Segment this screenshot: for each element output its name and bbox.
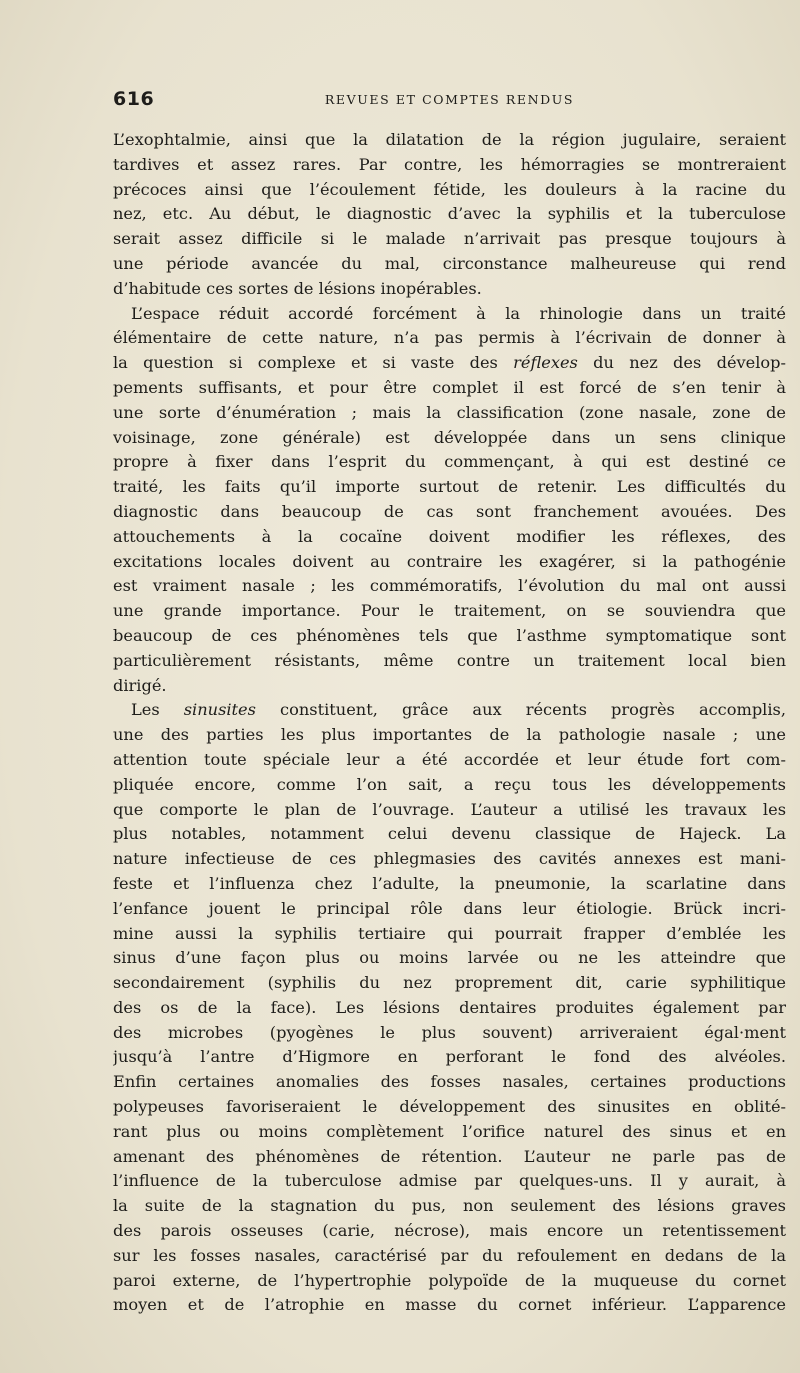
- text-line: [113, 1070, 786, 1095]
- text-line: [113, 202, 786, 227]
- text-segment: polypeuses favoriseraient le développement des sinusites en oblité-: [113, 1097, 786, 1117]
- text-segment: tardives et assez rares. Par contre, les hémorragies se montreraient: [113, 154, 786, 174]
- text-segment: d’habitude ces sortes de lésions inopérables.: [113, 278, 482, 298]
- text-segment: Les: [131, 700, 184, 720]
- text-line: [113, 798, 786, 823]
- text-line: [113, 946, 786, 971]
- text-segment: une période avancée du mal, circonstance malheureuse qui rend: [113, 253, 786, 273]
- text-segment: précoces ainsi que l’écoulement fétide, les douleurs à la racine du: [113, 179, 786, 199]
- text-line: [113, 748, 786, 773]
- text-segment: voisinage, zone générale) est développée dans un sens clinique: [113, 427, 786, 447]
- text-segment: pliquée encore, comme l’on sait, a reçu tous les développements: [113, 774, 786, 794]
- page-header: [113, 88, 786, 114]
- text-line: [113, 1244, 786, 1269]
- body-text: [113, 128, 786, 1318]
- text-segment: moyen et de l’atrophie en masse du cornet inférieur. L’apparence: [113, 1295, 786, 1315]
- running-title: REVUES ET COMPTES RENDUS: [324, 92, 575, 107]
- italic-term: sinusites: [183, 700, 256, 720]
- text-segment: particulièrement résistants, même contre un traitement local bien: [113, 650, 786, 670]
- text-segment: la suite de la stagnation du pus, non seulement des lésions graves: [113, 1196, 786, 1216]
- text-segment: jusqu’à l’antre d’Higmore en perforant le fond des alvéoles.: [113, 1047, 786, 1067]
- text-line: [113, 401, 786, 426]
- text-segment: Enfin certaines anomalies des fosses nasales, certaines productions: [113, 1072, 786, 1092]
- text-line: [113, 426, 786, 451]
- text-segment: rant plus ou moins complètement l’orifice naturel des sinus et en: [113, 1121, 786, 1141]
- text-line: [113, 1219, 786, 1244]
- text-segment: L’espace réduit accordé forcément à la rhinologie dans un traité: [131, 303, 786, 323]
- text-line: [113, 500, 786, 525]
- text-line: [113, 1169, 786, 1194]
- text-line: [113, 897, 786, 922]
- text-segment: attention toute spéciale leur a été accordée et leur étude fort com-: [113, 749, 786, 769]
- italic-term: réflexes: [513, 353, 578, 373]
- text-line: [113, 475, 786, 500]
- text-segment: des microbes (pyogènes le plus souvent) arriveraient égal·ment: [113, 1022, 786, 1042]
- text-line: [113, 922, 786, 947]
- text-segment: plus notables, notamment celui devenu classique de Hajeck. La: [113, 824, 786, 844]
- text-line: [113, 599, 786, 624]
- text-segment: est vraiment nasale ; les commémoratifs, l’évolution du mal ont aussi: [113, 576, 786, 596]
- text-line: [113, 525, 786, 550]
- text-line: [113, 1045, 786, 1070]
- text-line: [113, 971, 786, 996]
- text-line: [113, 698, 786, 723]
- text-line: [113, 128, 786, 153]
- text-line: [113, 376, 786, 401]
- text-segment: dirigé.: [113, 675, 167, 695]
- text-line: [113, 1145, 786, 1170]
- text-line: [113, 1120, 786, 1145]
- text-line: [113, 996, 786, 1021]
- text-segment: une des parties les plus importantes de la pathologie nasale ; une: [113, 725, 786, 745]
- text-line: [113, 302, 786, 327]
- text-line: [113, 574, 786, 599]
- text-line: [113, 227, 786, 252]
- text-segment: pements suffisants, et pour être complet il est forcé de s’en tenir à: [113, 377, 786, 397]
- text-line: [113, 723, 786, 748]
- text-line: [113, 1095, 786, 1120]
- text-segment: L’exophtalmie, ainsi que la dilatation de la région jugulaire, seraient: [113, 130, 786, 149]
- page-number: 616: [113, 88, 155, 110]
- text-line: [113, 822, 786, 847]
- text-line: [113, 326, 786, 351]
- text-line: [113, 773, 786, 798]
- text-segment: une sorte d’énumération ; mais la classification (zone nasale, zone de: [113, 402, 786, 422]
- text-segment: des parois osseuses (carie, nécrose), mais encore un retentissement: [113, 1221, 786, 1241]
- text-segment: excitations locales doivent au contraire les exagérer, si la pathogénie: [113, 551, 786, 571]
- text-line: [113, 178, 786, 203]
- text-line: [113, 153, 786, 178]
- text-segment: l’influence de la tuberculose admise par quelques-uns. Il y aurait, à: [113, 1171, 786, 1191]
- text-segment: attouchements à la cocaïne doivent modifier les réflexes, des: [113, 526, 786, 546]
- text-segment: beaucoup de ces phénomènes tels que l’asthme symptomatique sont: [113, 625, 786, 645]
- text-segment: la question si complexe et si vaste des: [113, 353, 514, 373]
- text-line: [113, 1269, 786, 1294]
- text-segment: serait assez difficile si le malade n’arrivait pas presque toujours à: [113, 229, 786, 249]
- text-line: [113, 872, 786, 897]
- text-segment: mine aussi la syphilis tertiaire qui pourrait frapper d’emblée les: [113, 923, 786, 943]
- text-segment: secondairement (syphilis du nez proprement dit, carie syphilitique: [113, 973, 786, 993]
- text-segment: traité, les faits qu’il importe surtout de retenir. Les difficultés du: [113, 477, 786, 497]
- text-line: [113, 847, 786, 872]
- text-segment: amenant des phénomènes de rétention. L’auteur ne parle pas de: [113, 1146, 786, 1166]
- text-segment: du nez des dévelop-: [577, 353, 786, 373]
- text-line: [113, 450, 786, 475]
- text-segment: sur les fosses nasales, caractérisé par du refoulement en dedans de la: [113, 1245, 786, 1265]
- text-line: [113, 252, 786, 277]
- text-segment: que comporte le plan de l’ouvrage. L’auteur a utilisé les travaux les: [113, 799, 786, 819]
- text-segment: sinus d’une façon plus ou moins larvée ou ne les atteindre que: [113, 948, 786, 968]
- text-segment: nature infectieuse de ces phlegmasies des cavités annexes est mani-: [113, 849, 786, 869]
- text-line: [113, 624, 786, 649]
- text-line: [113, 351, 786, 376]
- text-line: [113, 277, 786, 302]
- text-segment: l’enfance jouent le principal rôle dans leur étiologie. Brück incri-: [113, 898, 786, 918]
- text-segment: nez, etc. Au début, le diagnostic d’avec la syphilis et la tuberculose: [113, 204, 786, 224]
- text-segment: diagnostic dans beaucoup de cas sont franchement avouées. Des: [113, 501, 786, 521]
- text-line: [113, 1021, 786, 1046]
- text-segment: élémentaire de cette nature, n’a pas permis à l’écrivain de donner à: [113, 328, 786, 348]
- text-segment: feste et l’influenza chez l’adulte, la pneumonie, la scarlatine dans: [113, 873, 786, 893]
- text-line: [113, 1194, 786, 1219]
- text-segment: des os de la face). Les lésions dentaires produites également par: [113, 997, 786, 1017]
- text-line: [113, 1293, 786, 1318]
- text-line: [113, 550, 786, 575]
- text-line: [113, 649, 786, 674]
- text-line: [113, 674, 786, 699]
- text-segment: paroi externe, de l’hypertrophie polypoïde de la muqueuse du cornet: [113, 1270, 786, 1290]
- text-segment: une grande importance. Pour le traitement, on se souviendra que: [113, 601, 786, 621]
- text-segment: propre à fixer dans l’esprit du commençant, à qui est destiné ce: [113, 452, 786, 472]
- text-segment: constituent, grâce aux récents progrès accomplis,: [255, 700, 786, 720]
